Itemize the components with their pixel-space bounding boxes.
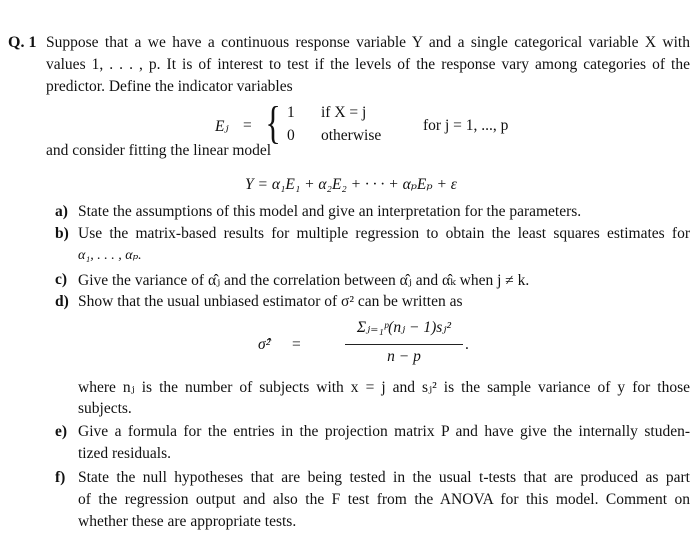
- indicator-lhs: Eⱼ: [215, 118, 229, 135]
- part-label: f): [55, 469, 66, 486]
- condition-2: otherwise: [321, 127, 382, 144]
- fraction-bar: [345, 344, 463, 345]
- intro-line: Suppose that a we have a continuous response variable Y and a single categorical variable X with: [46, 34, 690, 51]
- part-label: a): [55, 203, 68, 220]
- index-range: for j = 1, ..., p: [423, 117, 509, 134]
- period: .: [465, 336, 469, 353]
- value-one: 1: [287, 104, 295, 121]
- part-e-text: Give a formula for the entries in the projection matrix P and have give the internally studen-: [78, 423, 690, 440]
- value-zero: 0: [287, 127, 295, 144]
- part-b-text: α₁, . . . , αₚ.: [78, 248, 142, 263]
- formula-numerator: Σⱼ₌₁ᵖ(nⱼ − 1)sⱼ²: [356, 319, 452, 336]
- part-d-after: subjects.: [78, 400, 132, 417]
- brace-icon: {: [265, 97, 281, 148]
- equals: =: [292, 336, 301, 353]
- formula-denominator: n − p: [387, 348, 421, 365]
- part-label: b): [55, 225, 69, 242]
- linear-model-equation: Y = α₁E₁ + α₂E₂ + · · · + αₚEₚ + ε: [245, 176, 457, 193]
- part-f-text: whether these are appropriate tests.: [78, 513, 297, 530]
- part-b-text: Use the matrix-based results for multiple regression to obtain the least squares estimates for: [78, 225, 690, 242]
- question-number: Q. 1: [8, 34, 37, 51]
- part-f-text: State the null hypotheses that are being tested in the usual t-tests that are produced as part: [78, 469, 690, 486]
- part-c-text: Give the variance of α̂ⱼ and the correlation between α̂ⱼ and α̂ₖ when j ≠ k.: [78, 272, 530, 289]
- model-intro: and consider fitting the linear model: [46, 142, 272, 159]
- equals: =: [243, 117, 252, 134]
- condition-1: if X = j: [321, 104, 367, 121]
- part-e-text: tized residuals.: [78, 445, 171, 462]
- part-label: d): [55, 293, 69, 310]
- part-d-text: Show that the usual unbiased estimator of σ² can be written as: [78, 293, 463, 310]
- part-label: c): [55, 271, 68, 288]
- intro-line: values 1, . . . , p. It is of interest to test if the levels of the response vary among categories of the: [46, 56, 690, 73]
- part-f-text: of the regression output and also the F test from the ANOVA for this model. Comment on: [78, 491, 690, 508]
- part-a-text: State the assumptions of this model and give an interpretation for the parameters.: [78, 203, 582, 220]
- intro-line: predictor. Define the indicator variables: [46, 78, 293, 95]
- part-label: e): [55, 423, 68, 440]
- formula-lhs: σ̂²: [258, 336, 271, 353]
- part-d-after: where nⱼ is the number of subjects with x = j and sⱼ² is the sample variance of y for those: [78, 379, 690, 396]
